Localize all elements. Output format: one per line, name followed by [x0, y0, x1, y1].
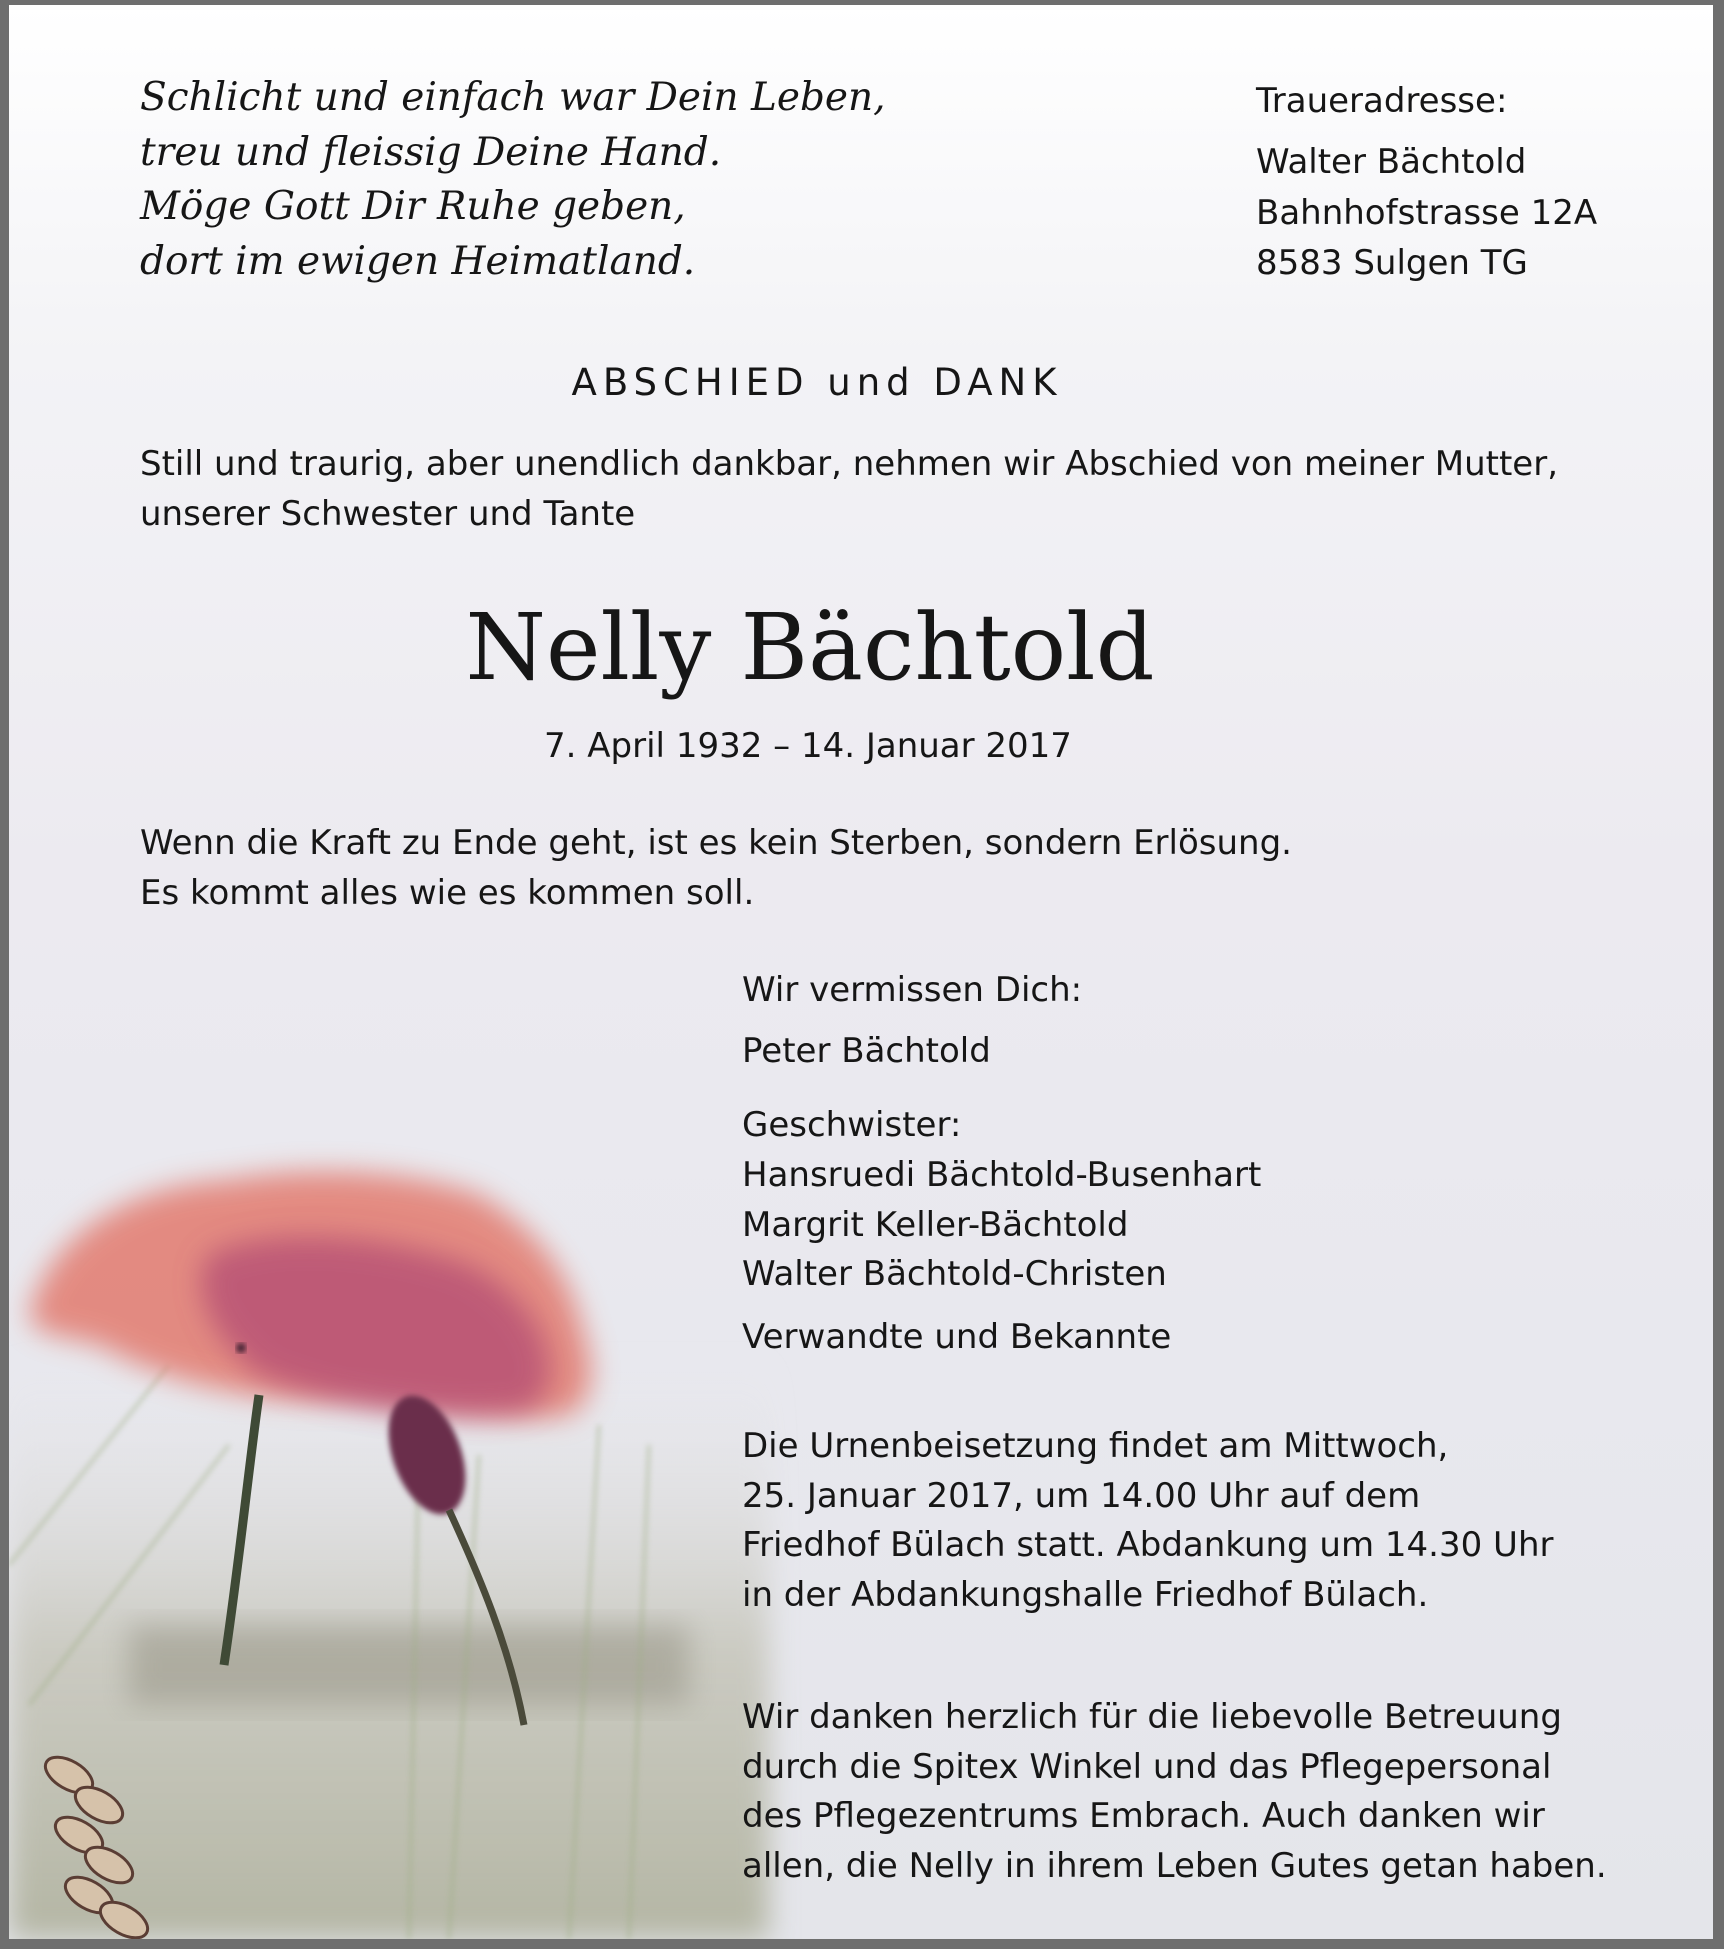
deceased-name: Nelly Bächtold: [465, 594, 1155, 701]
mourners-others: Verwandte und Bekannte: [742, 1317, 1172, 1357]
quote-line: Wenn die Kraft zu Ende geht, ist es kein Sterben, sondern Erlösung.: [140, 823, 1292, 863]
address-label: Traueradresse:: [1256, 81, 1508, 121]
poem-line: Möge Gott Dir Ruhe geben,: [140, 184, 686, 229]
mourner-name: Peter Bächtold: [742, 1031, 991, 1071]
ceremony-line: Friedhof Bülach statt. Abdankung um 14.30 Uhr: [742, 1525, 1554, 1565]
address-line: 8583 Sulgen TG: [1256, 243, 1528, 283]
address-line: Walter Bächtold: [1256, 142, 1527, 182]
mourner-name: Walter Bächtold-Christen: [742, 1254, 1167, 1294]
mourners-label: Wir vermissen Dich:: [742, 970, 1083, 1010]
intro-line: unserer Schwester und Tante: [140, 494, 636, 534]
quote-line: Es kommt alles wie es kommen soll.: [140, 873, 755, 913]
heading: ABSCHIED und DANK: [571, 361, 1063, 404]
ceremony-line: Die Urnenbeisetzung findet am Mittwoch,: [742, 1426, 1449, 1466]
mourner-name: Margrit Keller-Bächtold: [742, 1205, 1129, 1245]
mourner-name: Hansruedi Bächtold-Busenhart: [742, 1155, 1262, 1195]
thanks-line: des Pflegezentrums Embrach. Auch danken wir: [742, 1796, 1545, 1836]
thanks-line: allen, die Nelly in ihrem Leben Gutes getan haben.: [742, 1846, 1607, 1886]
intro-line: Still und traurig, aber unendlich dankbar, nehmen wir Abschied von meiner Mutter,: [140, 444, 1559, 484]
poem-line: treu und fleissig Deine Hand.: [140, 130, 722, 175]
address-line: Bahnhofstrasse 12A: [1256, 193, 1598, 233]
thanks-line: durch die Spitex Winkel und das Pflegepersonal: [742, 1747, 1552, 1787]
siblings-label: Geschwister:: [742, 1105, 962, 1145]
poem-line: dort im ewigen Heimatland.: [140, 239, 696, 284]
poem-line: Schlicht und einfach war Dein Leben,: [140, 75, 886, 120]
ceremony-line: in der Abdankungshalle Friedhof Bülach.: [742, 1575, 1429, 1615]
thanks-line: Wir danken herzlich für die liebevolle Betreuung: [742, 1697, 1562, 1737]
life-dates: 7. April 1932 – 14. Januar 2017: [544, 726, 1072, 766]
ceremony-line: 25. Januar 2017, um 14.00 Uhr auf dem: [742, 1476, 1421, 1516]
obituary-card: [9, 5, 1713, 1939]
